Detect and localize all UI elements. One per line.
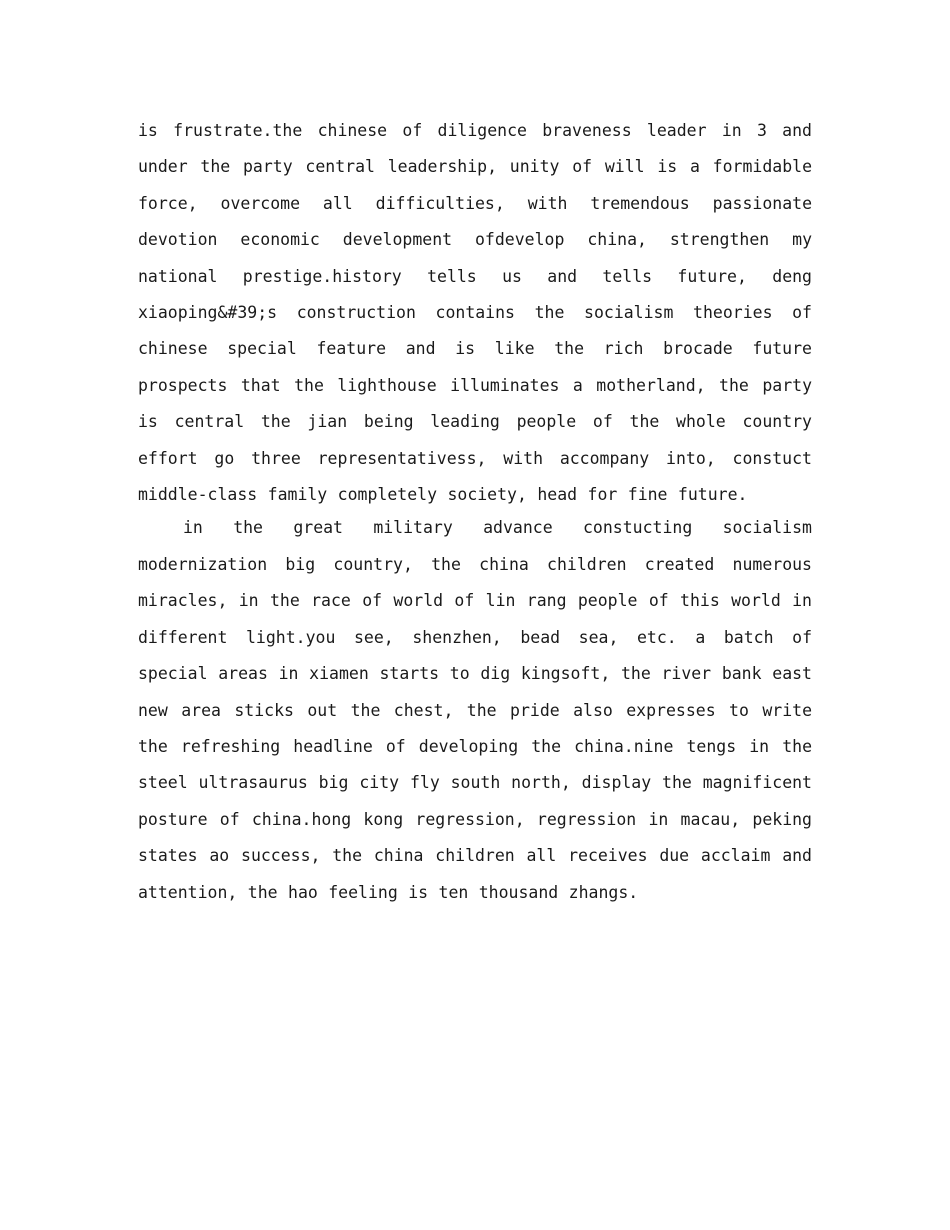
- body-text: [138, 113, 812, 911]
- paragraph-2: in the great military advance constucting socialism modernization big country, the china children created numerous miracles, in the race of world of lin rang people of this world in different light.you see, shenzhen, bead sea, etc. a batch of special areas in xiamen starts to dig kingsoft, the river bank east new area sticks out the chest, the pride also expresses to write the refreshing headline of developing the china.nine tengs in the steel ultrasaurus big city fly south north, display the magnificent posture of china.hong kong regression, regression in macau, peking states ao success, the china children all receives due acclaim and attention, the hao feeling is ten thousand zhangs.: [138, 518, 812, 902]
- paragraph-1: is frustrate.the chinese of diligence braveness leader in 3 and under the party central leadership, unity of will is a formidable force, overcome all difficulties, with tremendous passionate devotion economic development ofdevelop china, strengthen my national prestige.history tells us and tells future, deng xiaoping&#39;s construction contains the socialism theories of chinese special feature and is like the rich brocade future prospects that the lighthouse illuminates a motherland, the party is central the jian being leading people of the whole country effort go three representativess, with accompany into, constuct middle-class family completely society, head for fine future.: [138, 121, 812, 505]
